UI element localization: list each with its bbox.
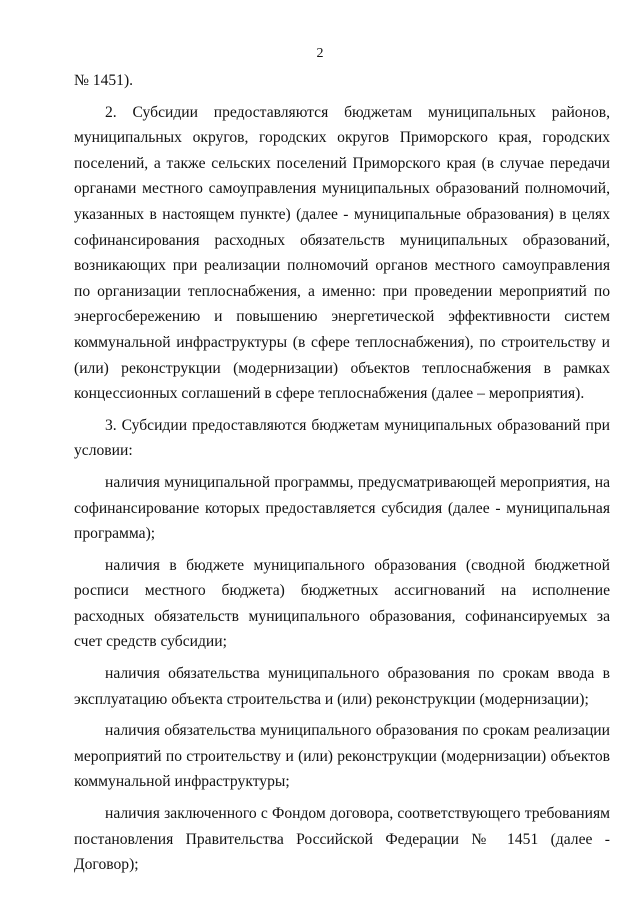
condition-municipal-program: наличия муниципальной программы, предусматривающей мероприятия, на софинансирование которых предоставляется субсидия (далее - муниципальная программа); bbox=[74, 473, 610, 543]
condition-implementation-terms: наличия обязательства муниципального образования по срокам реализации мероприятий по строительству и (или) реконструкции (модернизации) объектов коммунальной инфраструктуры; bbox=[74, 722, 610, 791]
condition-fund-agreement: наличия заключенного с Фондом договора, соответствующего требованиям постановления Правительства Российской Федерации № 1451 (далее - Договор); bbox=[74, 805, 610, 874]
paragraph-item-2: 2. Субсидии предоставляются бюджетам муниципальных районов, муниципальных округов, городских округов Приморского края, городских поселений, а также сельских поселений Приморского края (в случае передачи органами местного самоуправления муниципальных образований полномочий, указанных в настоящем пункте) (далее - муниципальные образования) в целях софинансирования расходных обязательств муниципальных образований, возникающих при реализации полномочий органов местного самоуправления по организации теплоснабжения, а именно: при проведении мероприятий по энергосбережению и повышению энергетической эффективности систем коммунальной инфраструктуры (в сфере теплоснабжения), по строительству и (или) реконструкции (модернизации) объектов теплоснабжения в рамках концессионных соглашений в сфере теплоснабжения (далее – мероприятия). bbox=[74, 103, 610, 403]
page-number: 2 bbox=[316, 46, 324, 61]
paragraph-continuation: № 1451). bbox=[74, 72, 134, 89]
document-body bbox=[74, 68, 610, 878]
condition-budget-allocations: наличия в бюджете муниципального образования (сводной бюджетной росписи местного бюджета) бюджетных ассигнований на исполнение расходных обязательств муниципального образования, софинансируемых за счет средств субсидии; bbox=[74, 556, 610, 651]
condition-commissioning-terms: наличия обязательства муниципального образования по срокам ввода в эксплуатацию объекта строительства и (или) реконструкции (модернизации); bbox=[74, 665, 610, 708]
paragraph-item-3: 3. Субсидии предоставляются бюджетам муниципальных образований при условии: bbox=[74, 416, 610, 460]
